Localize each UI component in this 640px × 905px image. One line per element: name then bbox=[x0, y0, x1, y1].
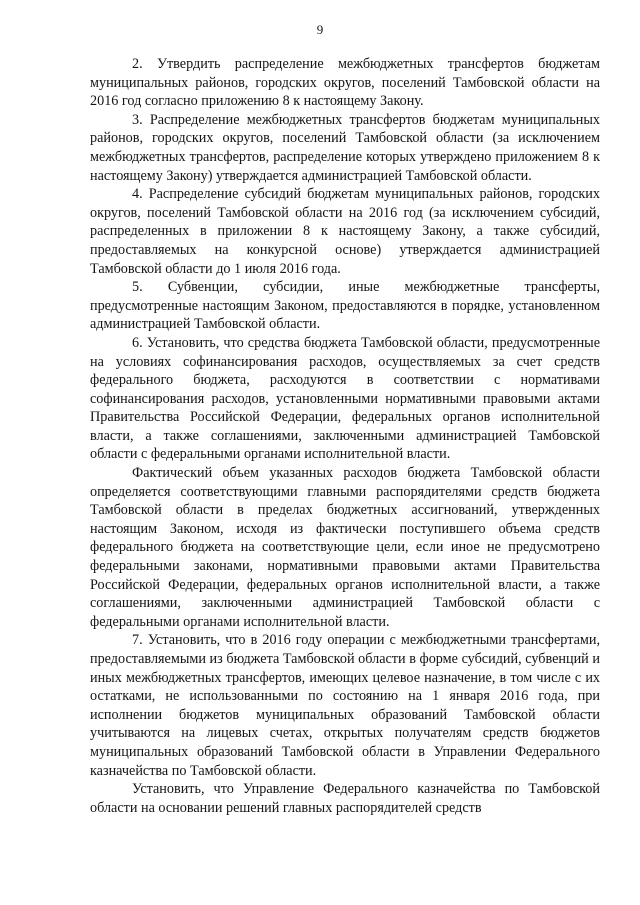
page-number: 9 bbox=[316, 22, 324, 37]
paragraph-item-3: 3. Распределение межбюджетных трансфертов бюджетам муниципальных районов, городских округов, поселений Тамбовской области (за исключением межбюджетных трансфертов, распределение которых утверждено приложением 8 к настоящему Закону) утверждается администрацией Тамбовской области. bbox=[90, 111, 600, 184]
paragraph-item-4: 4. Распределение субсидий бюджетам муниципальных районов, городских округов, поселений Тамбовской области на 2016 год (за исключением субсидий, распределенных в приложении 8 к настоящему Закону, а также субсидий, предоставляемых на конкурсной основе) утверждается администрацией Тамбовской области до 1 июля 2016 года. bbox=[90, 186, 600, 277]
document-body bbox=[90, 55, 600, 817]
paragraph-item-7: 7. Установить, что в 2016 году операции с межбюджетными трансфертами, предоставляемыми из бюджета Тамбовской области в форме субсидий, субвенций и иных межбюджетных трансфертов, имеющих целевое назначение, в том числе с их остатками, не использованными по состоянию на 1 января 2016 года, при исполнении бюджетов муниципальных образований Тамбовской области учитываются на лицевых счетах, открытых получателям средств бюджетов муниципальных образований Тамбовской области в Управлении Федерального казначейства по Тамбовской области. bbox=[90, 632, 600, 779]
paragraph-item-6: 6. Установить, что средства бюджета Тамбовской области, предусмотренные на условиях софинансирования расходов, осуществляемых за счет средств федерального бюджета, расходуются в соответствии с нормативами софинансирования расходов, установленными нормативными правовыми актами Правительства Российской Федерации, федеральных органов исполнительной власти, а также соглашениями, заключенными администрацией Тамбовской области с федеральными органами исполнительной власти. bbox=[90, 334, 600, 463]
paragraph-actual-expenses: Фактический объем указанных расходов бюджета Тамбовской области определяется соответствующими главными распорядителями средств бюджета Тамбовской области в пределах бюджетных ассигнований, утвержденных настоящим Законом, исходя из фактически поступившего объема средств федерального бюджета на соответствующие цели, если иное не предусмотрено федеральными законами, нормативными правовыми актами Правительства Российской Федерации, федеральных органов исполнительной власти, а также соглашениями, заключенными администрацией Тамбовской области с федеральными органами исполнительной власти. bbox=[90, 465, 600, 630]
paragraph-item-5: 5. Субвенции, субсидии, иные межбюджетные трансферты, предусмотренные настоящим Законом, предоставляются в порядке, установленном администрацией Тамбовской области. bbox=[90, 279, 600, 333]
paragraph-item-2: 2. Утвердить распределение межбюджетных трансфертов бюджетам муниципальных районов, городских округов, поселений Тамбовской области на 2016 год согласно приложению 8 к настоящему Закону. bbox=[90, 56, 600, 110]
paragraph-treasury: Установить, что Управление Федерального казначейства по Тамбовской области на основании решений главных распорядителей средств bbox=[90, 781, 600, 816]
